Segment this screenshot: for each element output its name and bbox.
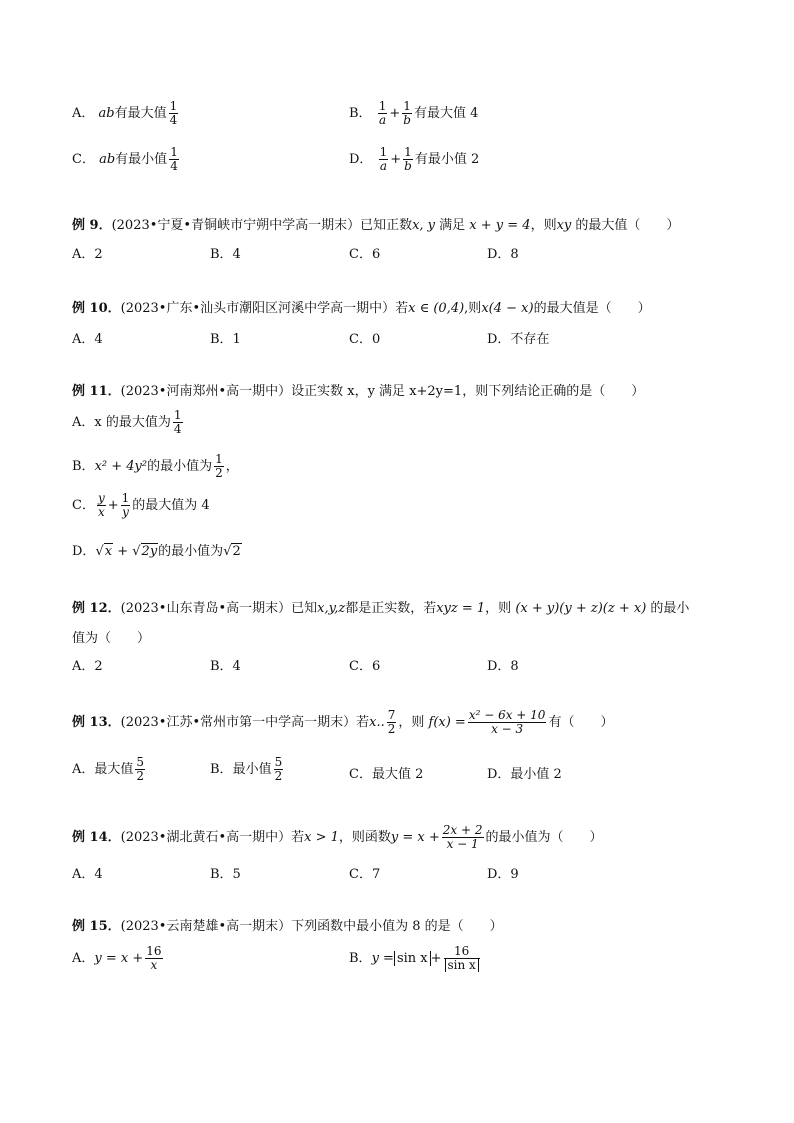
fraction: $\frac{y}{x}$: [97, 491, 105, 519]
option-a: A．2: [72, 659, 103, 674]
question-text: ，则: [485, 601, 516, 616]
math-vars: x,y,z: [317, 601, 346, 616]
option-a: A．2: [72, 247, 103, 262]
math-expr: y = x +: [390, 830, 440, 845]
fraction: $\frac{5}{2}$: [274, 755, 283, 783]
question-text: 都是正实数，若: [345, 601, 437, 616]
math-expr: x ∈ (0,4): [408, 301, 465, 316]
example-label: 例 15．: [72, 919, 121, 934]
math-expr: x + y = 4: [469, 218, 531, 233]
example-9-stem: [72, 214, 679, 233]
question-text: (2023•江苏•常州市第一中学高一期末）若: [120, 715, 370, 730]
question-text: 有（ ）: [548, 715, 614, 730]
option-c: C．6: [349, 659, 381, 674]
math-expr: (x + y)(y + z)(z + x): [515, 601, 647, 616]
option-b: B．4: [210, 247, 241, 262]
fraction: $\frac{1}{b}$: [403, 99, 411, 127]
q8-option-b: B． $\frac{1}{a}$ + $\frac{1}{b}$ 有最大值 4: [349, 99, 479, 127]
example-12-stem-cont: 值为（ ）: [72, 631, 151, 646]
option-c: C．最大值 2: [349, 767, 424, 782]
fraction: $\frac{1}{4}$: [169, 99, 178, 127]
option-b: B．4: [210, 659, 241, 674]
sqrt-expr: 2y: [141, 544, 158, 559]
question-text: (2023•山东青岛•高一期末）已知: [120, 601, 318, 616]
question-text: ，则: [530, 218, 557, 233]
question-text: (2023•宁夏•青铜峡市宁朔中学高一期末）已知正数: [111, 218, 413, 233]
question-text: (2023•云南楚雄•高一期末）下列函数中最小值为 8 的是（ ）: [120, 919, 503, 934]
option-b: B．最小值 $\frac{5}{2}$: [210, 755, 283, 783]
question-text: (2023•广东•汕头市潮阳区河溪中学高一期中）若: [120, 301, 409, 316]
example-14-stem: [72, 824, 603, 851]
fraction: $\frac{1}{y}$: [121, 491, 130, 519]
option-b: B．5: [210, 867, 241, 882]
math-expr: x > 1: [304, 830, 339, 845]
option-letter: D．: [349, 152, 373, 167]
math-expr: x² + 4y²: [94, 459, 148, 474]
fraction: $\frac{1}{a}$: [378, 99, 387, 127]
example-10-stem: [72, 297, 651, 316]
option-d: D．9: [487, 867, 519, 882]
option-d: D．√x + √2y的最小值为√2: [72, 544, 241, 559]
abs-expr: sin x: [394, 951, 431, 966]
option-a: A．x 的最大值为 $\frac{1}{4}$: [72, 408, 182, 436]
fraction: $\frac{7}{2}$: [387, 708, 396, 736]
math-expr: xy: [556, 218, 572, 233]
question-text: 的最小值为（ ）: [485, 830, 603, 845]
question-text: (2023•湖北黄石•高一期中）若: [120, 830, 305, 845]
option-letter: A．: [72, 106, 95, 121]
example-label: 例 10．: [72, 301, 121, 316]
option-letter: C．: [72, 152, 95, 167]
example-label: 例 13．: [72, 715, 121, 730]
option-c: C．7: [349, 867, 381, 882]
fraction: $\frac{1}{a}$: [379, 145, 388, 173]
option-text: 有最大值 4: [413, 106, 479, 121]
option-expr: ab: [99, 152, 116, 167]
option-a: A．4: [72, 867, 103, 882]
option-a: A．4: [72, 332, 103, 347]
fraction: $\frac{\text{x² − 6x + 10}}{x - 3}$: [468, 708, 546, 736]
option-d: D．最小值 2: [487, 767, 562, 782]
fraction: $\frac{2x + 2}{x - 1}$: [442, 823, 483, 851]
option-b: B．1: [210, 332, 241, 347]
math-expr: y =: [371, 951, 394, 966]
question-text: (2023•河南郑州•高一期中）设正实数 x，y 满足 x+2y=1，则下列结论正确的是（ ）: [120, 384, 645, 399]
option-a: A．最大值 $\frac{5}{2}$: [72, 755, 145, 783]
option-c: C． $\frac{y}{x}$ + $\frac{1}{y}$ 的最大值为 4: [72, 491, 210, 519]
fraction: $\frac{1}{2}$: [215, 452, 223, 480]
example-label: 例 14．: [72, 830, 121, 845]
fraction: $\frac{1}{4}$: [170, 145, 178, 173]
sqrt-expr: x: [104, 544, 113, 559]
question-text: 的最大值（ ）: [571, 218, 680, 233]
question-text: ,则: [464, 301, 482, 316]
question-text: ，则函数: [338, 830, 391, 845]
example-13-stem: [72, 709, 613, 736]
option-d: D．8: [487, 659, 519, 674]
example-label: 例 9．: [72, 218, 112, 233]
math-expr: x(4 − x): [481, 301, 534, 316]
q8-option-a: [72, 100, 180, 127]
example-label: 例 11．: [72, 384, 121, 399]
q8-option-d: D． $\frac{1}{a}$ + $\frac{1}{b}$ 有最小值 2: [349, 145, 480, 173]
question-text: ，则: [398, 715, 429, 730]
option-b: B．y = sin x + $\frac{16}{\text{sin x}}$: [349, 945, 482, 972]
option-text: 有最小值: [115, 152, 168, 167]
option-c: C．6: [349, 247, 381, 262]
math-expr: x..: [369, 715, 385, 730]
math-expr: f(x) =: [428, 715, 466, 730]
example-15-stem: [72, 915, 503, 934]
option-text: 有最小值 2: [414, 152, 480, 167]
fraction: $\frac{5}{2}$: [136, 755, 145, 783]
math-expr: xyz = 1: [436, 601, 486, 616]
math-vars: x, y: [412, 218, 436, 233]
question-text: 的最小: [646, 601, 690, 616]
question-text: 的最大值是（ ）: [533, 301, 651, 316]
sqrt-expr: 2: [232, 544, 241, 559]
option-a: A．y = x + $\frac{16}{x}$: [72, 944, 162, 972]
option-d: D．8: [487, 247, 519, 262]
option-c: C．0: [349, 332, 381, 347]
option-b: B．x² + 4y²的最小值为 $\frac{1}{2}$ ，: [72, 452, 239, 480]
option-letter: B．: [349, 106, 372, 121]
fraction: $\frac{1}{4}$: [173, 408, 182, 436]
fraction: $\frac{1}{b}$: [404, 145, 412, 173]
q8-option-c: [72, 146, 181, 173]
fraction: $\frac{16}{\text{sin x}}$: [444, 945, 480, 972]
option-d: D．不存在: [487, 332, 550, 347]
math-expr: y = x +: [94, 951, 144, 966]
example-label: 例 12．: [72, 601, 121, 616]
example-11-stem: [72, 380, 644, 399]
example-12-stem: [72, 597, 689, 616]
question-text: 满足: [435, 218, 470, 233]
option-text: 有最大值: [114, 106, 167, 121]
option-expr: ab: [98, 106, 115, 121]
fraction: $\frac{16}{x}$: [146, 944, 162, 972]
